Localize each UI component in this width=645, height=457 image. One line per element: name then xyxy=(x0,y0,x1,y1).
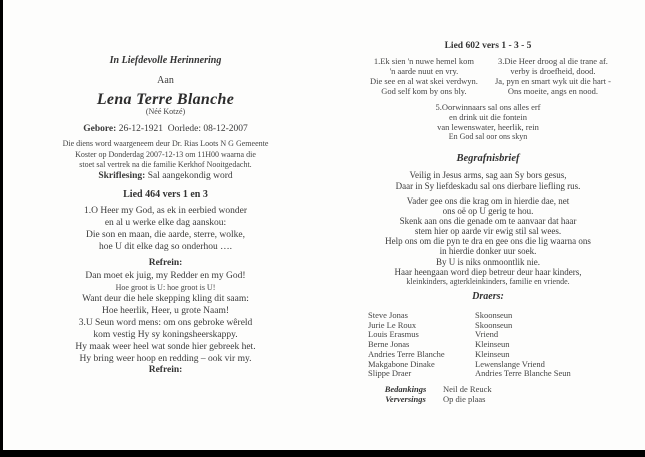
verse-line: 1.O Heer my God, as ek in eerbied wonder xyxy=(83,206,248,216)
letter-line: By U is niks onmoontlik nie. xyxy=(435,256,540,267)
hymn-602-title: Lied 602 vers 1 - 3 - 5 xyxy=(444,41,532,51)
verse-line: en al u werke elke dag aanskou: xyxy=(104,218,227,228)
refrain-text xyxy=(3,270,328,317)
refrain-line: Hoe groot is U: hoe groot is U! xyxy=(115,283,216,292)
letter-line: Vader gee ons die krag om in hierdie dae, net xyxy=(406,196,570,206)
funeral-letter-para-2 xyxy=(328,196,645,287)
born-label: Gebore: xyxy=(83,124,117,134)
refreshments-value: Op die plaas xyxy=(443,394,486,404)
verse-line: kom vestig Hy sy koningsheerskappy. xyxy=(93,330,238,340)
bearer-relation: Skoonseun xyxy=(475,319,513,330)
bearer-name: Andries Terre Blanche xyxy=(368,348,445,359)
refrain-line: Hoe heerlik, Heer, u grote Naam! xyxy=(101,306,230,316)
bearers-title: Draers: xyxy=(472,291,504,302)
verse-line: en drink uit die fontein xyxy=(449,112,527,122)
maiden-name: (Néé Kotzé) xyxy=(145,107,186,116)
bearer-name: Berne Jonas xyxy=(368,339,410,350)
refreshments-label: Verversings xyxy=(385,394,426,404)
memorial-heading: In Liefdevolle Herinnering xyxy=(109,55,222,66)
service-info xyxy=(3,139,328,171)
service-line: Die diens word waargeneem deur Dr. Rias Loots N G Gemeente xyxy=(62,139,269,148)
bearer-relation: Andries Terre Blanche Seun xyxy=(475,368,571,379)
scripture-value: Sal aangekondig word xyxy=(147,171,233,181)
died-label: Oorlede: xyxy=(167,124,202,134)
refrain-label: Refrein: xyxy=(148,258,183,268)
verse-line: 3.U Seun word mens: om ons gebroke wêreld xyxy=(78,318,253,328)
funeral-letter-title: Begrafnisbrief xyxy=(456,153,520,164)
thanks-label: Bedankings xyxy=(384,384,427,394)
bearer-relation: Lewenslange Vriend xyxy=(475,358,545,369)
scripture-label: Skriflesing: xyxy=(98,171,146,181)
verse-line: verby is droefheid, dood. xyxy=(510,66,596,76)
memorial-program-page xyxy=(3,0,645,450)
letter-line: kleinkinders, agterkleinkinders, familie en vriende. xyxy=(406,276,570,286)
verse-line: 3.Die Heer droog al die trane af. xyxy=(497,56,608,66)
dates-line xyxy=(3,123,328,135)
letter-line: stem hier op aarde vir ewig stil sal wees. xyxy=(414,226,562,237)
letter-line: Veilig in Jesus arms, sag aan Sy bors gesus, xyxy=(409,170,567,180)
to-label: Aan xyxy=(157,75,174,86)
bearer-relation: Vriend xyxy=(475,329,499,340)
funeral-letter-para-1 xyxy=(328,170,645,192)
scripture-line xyxy=(3,170,328,182)
verse-line: Die see en al wat skei verdwyn. xyxy=(370,76,478,86)
bearer-name: Slippe Draer xyxy=(368,368,412,379)
verse-line: hoe U dit elke dag so onderhou …. xyxy=(99,242,232,252)
verse-line: Hy maak weer heel wat sonde hier gebreek het. xyxy=(75,342,256,352)
deceased-name: Lena Terre Blanche xyxy=(96,91,235,108)
bearer-relation: Kleinseun xyxy=(475,348,510,359)
died-date: 08-12-2007 xyxy=(203,124,248,134)
letter-line: Haar heengaan word diep betreur deur haar kinders, xyxy=(394,266,582,277)
service-line: stoet sal vertrek na die familie Kerkhof Nooitgedacht. xyxy=(79,160,252,169)
hymn-602-verse-3 xyxy=(495,56,611,96)
hymn-464-verse-3 xyxy=(3,317,328,365)
born-date: 26-12-1921 xyxy=(118,124,164,134)
verse-line: Die son en maan, die aarde, sterre, wolke, xyxy=(85,230,246,240)
bearer-row xyxy=(368,369,571,379)
verse-line: En God sal oor ons skyn xyxy=(448,132,528,141)
verse-line: Hy bring weer hoop en redding – ook vir my. xyxy=(79,354,252,364)
verse-line: Ja, pyn en smart wyk uit die hart - xyxy=(495,76,611,86)
bearer-relation: Kleinseun xyxy=(475,339,510,350)
hymn-602-verse-1 xyxy=(370,56,478,96)
letter-line: Daar in Sy liefdeskadu sal ons dierbare liefling rus. xyxy=(395,181,581,191)
verse-line: 5.Oorwinnaars sal ons alles erf xyxy=(435,102,541,112)
verse-line: 'n aarde nuut en vry. xyxy=(389,66,459,76)
bearer-relation: Skoonseun xyxy=(475,310,513,320)
refrain-label-2: Refrein: xyxy=(148,365,183,375)
verse-line: Ons moeite, angs en nood. xyxy=(507,86,599,96)
letter-line: Help ons om die pyn te dra en gee ons die lig waarna ons xyxy=(385,236,591,247)
bearer-name: Louis Erasmus xyxy=(368,329,419,340)
refrain-line: Dan moet ek juig, my Redder en my God! xyxy=(85,271,246,281)
hymn-602-verse-5 xyxy=(328,102,645,143)
verse-line: God self kom by ons bly. xyxy=(381,86,467,96)
letter-line: ons oë op U gerig te hou. xyxy=(442,206,534,217)
thanks-value: Neil de Reuck xyxy=(443,384,492,394)
hymn-464-title: Lied 464 vers 1 en 3 xyxy=(123,189,208,200)
hymn-464-verse-1 xyxy=(3,205,328,253)
bearer-name: Steve Jonas xyxy=(368,310,408,320)
acknowledgements xyxy=(368,384,492,404)
letter-line: Skenk aan ons die genade om te aanvaar dat haar xyxy=(399,216,577,227)
letter-line: in hierdie donker uur soek. xyxy=(439,246,537,257)
verse-line: van lewenswater, heerlik, rein xyxy=(437,122,539,132)
bearer-name: Makgabone Dinake xyxy=(368,358,435,369)
bearer-name: Jurie Le Roux xyxy=(368,319,417,330)
service-line: Koster op Donderdag 2007-12-13 om 11H00 waarna die xyxy=(75,149,256,159)
refreshments-row xyxy=(368,394,492,404)
refrain-line: Want deur die hele skepping kling dit saam: xyxy=(82,294,249,304)
bearers-list xyxy=(368,311,571,379)
thanks-row xyxy=(368,384,492,394)
verse-line: 1.Ek sien 'n nuwe hemel kom xyxy=(373,56,475,66)
